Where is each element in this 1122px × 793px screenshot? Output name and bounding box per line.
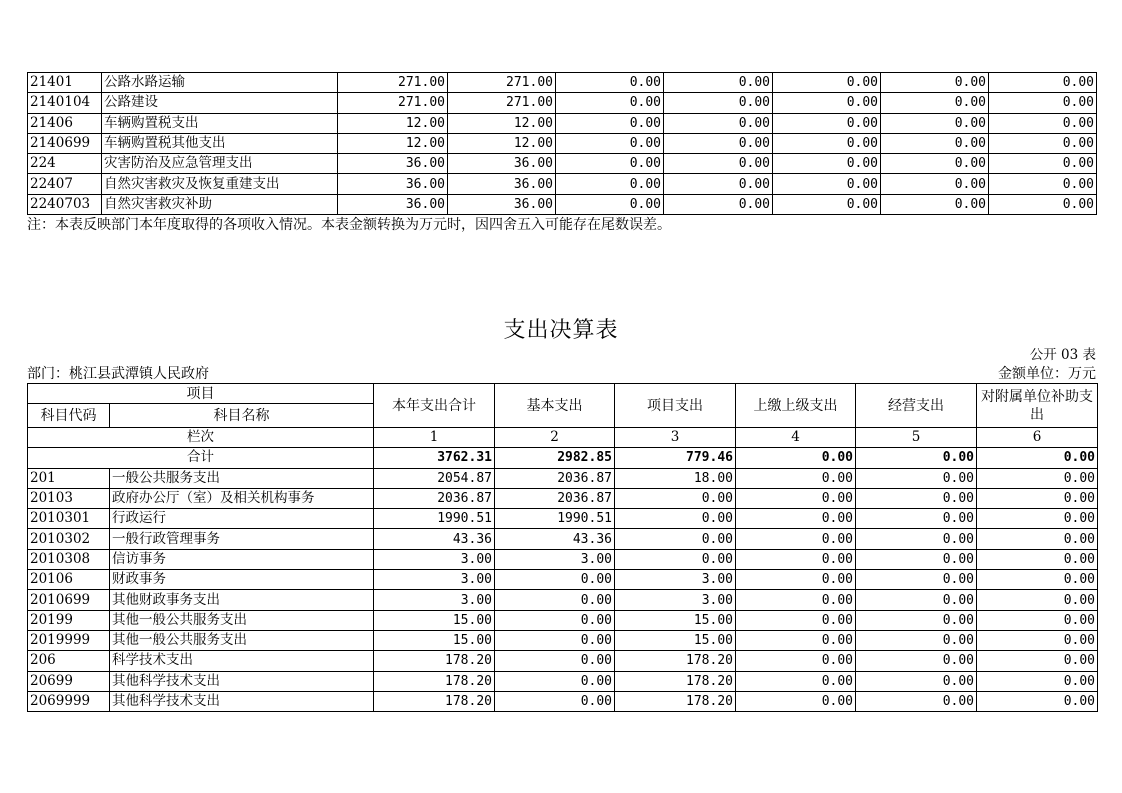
amount-cell: 0.00 <box>736 549 856 569</box>
amount-cell: 271.00 <box>448 73 556 93</box>
subject-code: 2010301 <box>28 509 110 529</box>
subject-code: 201 <box>28 468 110 488</box>
subject-code: 20106 <box>28 570 110 590</box>
column-index-label: 栏次 <box>28 428 374 448</box>
amount-cell: 0.00 <box>856 671 977 691</box>
amount-cell: 0.00 <box>856 630 977 650</box>
amount-cell: 12.00 <box>338 133 448 153</box>
table-row <box>28 194 1097 214</box>
amount-cell: 12.00 <box>448 133 556 153</box>
header-name: 科目名称 <box>110 404 374 428</box>
amount-cell: 0.00 <box>495 671 615 691</box>
amount-cell: 2036.87 <box>495 488 615 508</box>
amount-cell: 0.00 <box>881 93 989 113</box>
amount-cell: 0.00 <box>556 133 664 153</box>
subject-code: 22407 <box>28 174 102 194</box>
header-col-6: 对附属单位补助支出 <box>977 384 1098 428</box>
subject-code: 2010302 <box>28 529 110 549</box>
amount-cell: 0.00 <box>556 93 664 113</box>
amount-cell: 1990.51 <box>374 509 495 529</box>
amount-cell: 178.20 <box>615 671 736 691</box>
header-col-1: 本年支出合计 <box>374 384 495 428</box>
amount-cell: 0.00 <box>977 529 1098 549</box>
amount-cell: 0.00 <box>977 488 1098 508</box>
amount-cell: 15.00 <box>615 610 736 630</box>
amount-cell: 3.00 <box>374 549 495 569</box>
total-value: 3762.31 <box>374 448 495 468</box>
amount-cell: 0.00 <box>989 194 1097 214</box>
amount-cell: 3.00 <box>374 590 495 610</box>
amount-cell: 0.00 <box>556 113 664 133</box>
column-number: 5 <box>856 428 977 448</box>
amount-cell: 15.00 <box>374 610 495 630</box>
subject-name: 其他科学技术支出 <box>110 671 374 691</box>
total-value: 0.00 <box>736 448 856 468</box>
amount-cell: 0.00 <box>736 610 856 630</box>
amount-cell: 12.00 <box>448 113 556 133</box>
subject-name: 灾害防治及应急管理支出 <box>102 154 338 174</box>
table-row <box>28 488 1098 508</box>
amount-cell: 271.00 <box>338 93 448 113</box>
amount-cell: 0.00 <box>736 488 856 508</box>
amount-cell: 0.00 <box>989 133 1097 153</box>
amount-cell: 0.00 <box>615 509 736 529</box>
table-row <box>28 93 1097 113</box>
amount-cell: 271.00 <box>338 73 448 93</box>
header-project: 项目 <box>28 384 374 404</box>
table-row <box>28 468 1098 488</box>
table-row <box>28 154 1097 174</box>
subject-name: 信访事务 <box>110 549 374 569</box>
amount-cell: 0.00 <box>556 154 664 174</box>
unit-label: 金额单位：万元 <box>998 366 1096 382</box>
amount-cell: 0.00 <box>881 133 989 153</box>
amount-cell: 43.36 <box>374 529 495 549</box>
total-value: 0.00 <box>977 448 1098 468</box>
amount-cell: 0.00 <box>495 691 615 711</box>
amount-cell: 178.20 <box>374 671 495 691</box>
amount-cell: 0.00 <box>664 154 773 174</box>
amount-cell: 0.00 <box>664 133 773 153</box>
table-row <box>28 630 1098 650</box>
amount-cell: 0.00 <box>856 570 977 590</box>
amount-cell: 0.00 <box>495 610 615 630</box>
amount-cell: 2036.87 <box>374 488 495 508</box>
amount-cell: 0.00 <box>736 630 856 650</box>
header-code: 科目代码 <box>28 404 110 428</box>
amount-cell: 178.20 <box>374 651 495 671</box>
subject-name: 自然灾害救灾及恢复重建支出 <box>102 174 338 194</box>
amount-cell: 0.00 <box>736 509 856 529</box>
amount-cell: 0.00 <box>977 570 1098 590</box>
amount-cell: 0.00 <box>556 174 664 194</box>
amount-cell: 0.00 <box>773 194 881 214</box>
subject-code: 21406 <box>28 113 102 133</box>
column-number: 4 <box>736 428 856 448</box>
amount-cell: 0.00 <box>664 194 773 214</box>
amount-cell: 2054.87 <box>374 468 495 488</box>
subject-code: 2010308 <box>28 549 110 569</box>
amount-cell: 0.00 <box>856 509 977 529</box>
amount-cell: 0.00 <box>881 194 989 214</box>
table-row <box>28 549 1098 569</box>
table-row <box>28 174 1097 194</box>
amount-cell: 0.00 <box>856 590 977 610</box>
amount-cell: 0.00 <box>989 174 1097 194</box>
amount-cell: 0.00 <box>989 93 1097 113</box>
total-value: 0.00 <box>856 448 977 468</box>
subject-code: 21401 <box>28 73 102 93</box>
subject-code: 2140104 <box>28 93 102 113</box>
amount-cell: 0.00 <box>736 651 856 671</box>
amount-cell: 0.00 <box>773 154 881 174</box>
amount-cell: 0.00 <box>556 73 664 93</box>
amount-cell: 0.00 <box>989 154 1097 174</box>
table-row <box>28 671 1098 691</box>
amount-cell: 0.00 <box>736 671 856 691</box>
amount-cell: 0.00 <box>615 549 736 569</box>
table-row <box>28 590 1098 610</box>
amount-cell: 0.00 <box>664 113 773 133</box>
amount-cell: 0.00 <box>615 529 736 549</box>
total-value: 779.46 <box>615 448 736 468</box>
amount-cell: 0.00 <box>977 610 1098 630</box>
amount-cell: 3.00 <box>495 549 615 569</box>
subject-name: 行政运行 <box>110 509 374 529</box>
table-row <box>28 570 1098 590</box>
amount-cell: 0.00 <box>977 590 1098 610</box>
amount-cell: 3.00 <box>615 570 736 590</box>
amount-cell: 0.00 <box>773 174 881 194</box>
subject-name: 车辆购置税其他支出 <box>102 133 338 153</box>
amount-cell: 0.00 <box>556 194 664 214</box>
department-label: 部门：桃江县武潭镇人民政府 <box>27 366 209 382</box>
subject-code: 20699 <box>28 671 110 691</box>
subject-code: 2140699 <box>28 133 102 153</box>
amount-cell: 0.00 <box>881 154 989 174</box>
amount-cell: 15.00 <box>615 630 736 650</box>
table-row <box>28 691 1098 711</box>
amount-cell: 1990.51 <box>495 509 615 529</box>
amount-cell: 0.00 <box>881 113 989 133</box>
amount-cell: 0.00 <box>989 73 1097 93</box>
amount-cell: 0.00 <box>495 651 615 671</box>
amount-cell: 0.00 <box>881 174 989 194</box>
subject-name: 公路建设 <box>102 93 338 113</box>
table-row <box>28 113 1097 133</box>
amount-cell: 0.00 <box>736 590 856 610</box>
subject-name: 政府办公厅（室）及相关机构事务 <box>110 488 374 508</box>
amount-cell: 3.00 <box>374 570 495 590</box>
table-number: 公开 03 表 <box>1029 347 1096 363</box>
table-note: 注：本表反映部门本年度取得的各项收入情况。本表金额转换为万元时，因四舍五入可能存在尾数误差。 <box>27 217 671 233</box>
subject-name: 其他财政事务支出 <box>110 590 374 610</box>
header-col-3: 项目支出 <box>615 384 736 428</box>
amount-cell: 0.00 <box>977 651 1098 671</box>
table-row <box>28 509 1098 529</box>
total-row <box>28 448 1098 468</box>
column-number: 3 <box>615 428 736 448</box>
column-number: 1 <box>374 428 495 448</box>
amount-cell: 0.00 <box>977 671 1098 691</box>
amount-cell: 36.00 <box>448 194 556 214</box>
amount-cell: 2036.87 <box>495 468 615 488</box>
amount-cell: 0.00 <box>736 570 856 590</box>
header-col-5: 经营支出 <box>856 384 977 428</box>
amount-cell: 0.00 <box>495 630 615 650</box>
amount-cell: 0.00 <box>881 73 989 93</box>
amount-cell: 178.20 <box>374 691 495 711</box>
amount-cell: 36.00 <box>338 194 448 214</box>
subject-name: 其他一般公共服务支出 <box>110 630 374 650</box>
amount-cell: 0.00 <box>664 174 773 194</box>
amount-cell: 0.00 <box>773 73 881 93</box>
amount-cell: 0.00 <box>989 113 1097 133</box>
subject-code: 2240703 <box>28 194 102 214</box>
amount-cell: 0.00 <box>736 691 856 711</box>
column-number: 2 <box>495 428 615 448</box>
amount-cell: 0.00 <box>736 529 856 549</box>
subject-code: 206 <box>28 651 110 671</box>
revenue-table-continued <box>27 72 1097 215</box>
subject-name: 其他一般公共服务支出 <box>110 610 374 630</box>
amount-cell: 0.00 <box>856 468 977 488</box>
table-row <box>28 133 1097 153</box>
subject-code: 20103 <box>28 488 110 508</box>
amount-cell: 0.00 <box>977 549 1098 569</box>
table-row <box>28 529 1098 549</box>
amount-cell: 0.00 <box>664 73 773 93</box>
amount-cell: 0.00 <box>856 549 977 569</box>
subject-code: 224 <box>28 154 102 174</box>
header-col-2: 基本支出 <box>495 384 615 428</box>
table-row <box>28 73 1097 93</box>
subject-code: 20199 <box>28 610 110 630</box>
subject-name: 科学技术支出 <box>110 651 374 671</box>
amount-cell: 0.00 <box>736 468 856 488</box>
amount-cell: 0.00 <box>977 509 1098 529</box>
amount-cell: 0.00 <box>856 651 977 671</box>
table-row <box>28 610 1098 630</box>
amount-cell: 271.00 <box>448 93 556 113</box>
total-label: 合计 <box>28 448 374 468</box>
amount-cell: 0.00 <box>773 93 881 113</box>
subject-code: 2019999 <box>28 630 110 650</box>
amount-cell: 36.00 <box>448 154 556 174</box>
subject-name: 一般公共服务支出 <box>110 468 374 488</box>
amount-cell: 0.00 <box>977 468 1098 488</box>
amount-cell: 0.00 <box>664 93 773 113</box>
subject-code: 2069999 <box>28 691 110 711</box>
amount-cell: 178.20 <box>615 651 736 671</box>
amount-cell: 0.00 <box>495 570 615 590</box>
amount-cell: 0.00 <box>856 691 977 711</box>
amount-cell: 0.00 <box>856 488 977 508</box>
amount-cell: 3.00 <box>615 590 736 610</box>
amount-cell: 0.00 <box>977 691 1098 711</box>
expense-table <box>27 383 1098 712</box>
amount-cell: 0.00 <box>856 610 977 630</box>
amount-cell: 15.00 <box>374 630 495 650</box>
amount-cell: 0.00 <box>977 630 1098 650</box>
amount-cell: 36.00 <box>448 174 556 194</box>
subject-name: 公路水路运输 <box>102 73 338 93</box>
amount-cell: 0.00 <box>615 488 736 508</box>
total-value: 2982.85 <box>495 448 615 468</box>
subject-code: 2010699 <box>28 590 110 610</box>
amount-cell: 36.00 <box>338 174 448 194</box>
page-title: 支出决算表 <box>503 318 619 343</box>
amount-cell: 178.20 <box>615 691 736 711</box>
subject-name: 车辆购置税支出 <box>102 113 338 133</box>
subject-name: 其他科学技术支出 <box>110 691 374 711</box>
amount-cell: 18.00 <box>615 468 736 488</box>
amount-cell: 12.00 <box>338 113 448 133</box>
amount-cell: 43.36 <box>495 529 615 549</box>
amount-cell: 0.00 <box>495 590 615 610</box>
amount-cell: 36.00 <box>338 154 448 174</box>
subject-name: 一般行政管理事务 <box>110 529 374 549</box>
column-number: 6 <box>977 428 1098 448</box>
table-row <box>28 651 1098 671</box>
header-col-4: 上缴上级支出 <box>736 384 856 428</box>
amount-cell: 0.00 <box>856 529 977 549</box>
amount-cell: 0.00 <box>773 113 881 133</box>
subject-name: 财政事务 <box>110 570 374 590</box>
subject-name: 自然灾害救灾补助 <box>102 194 338 214</box>
amount-cell: 0.00 <box>773 133 881 153</box>
